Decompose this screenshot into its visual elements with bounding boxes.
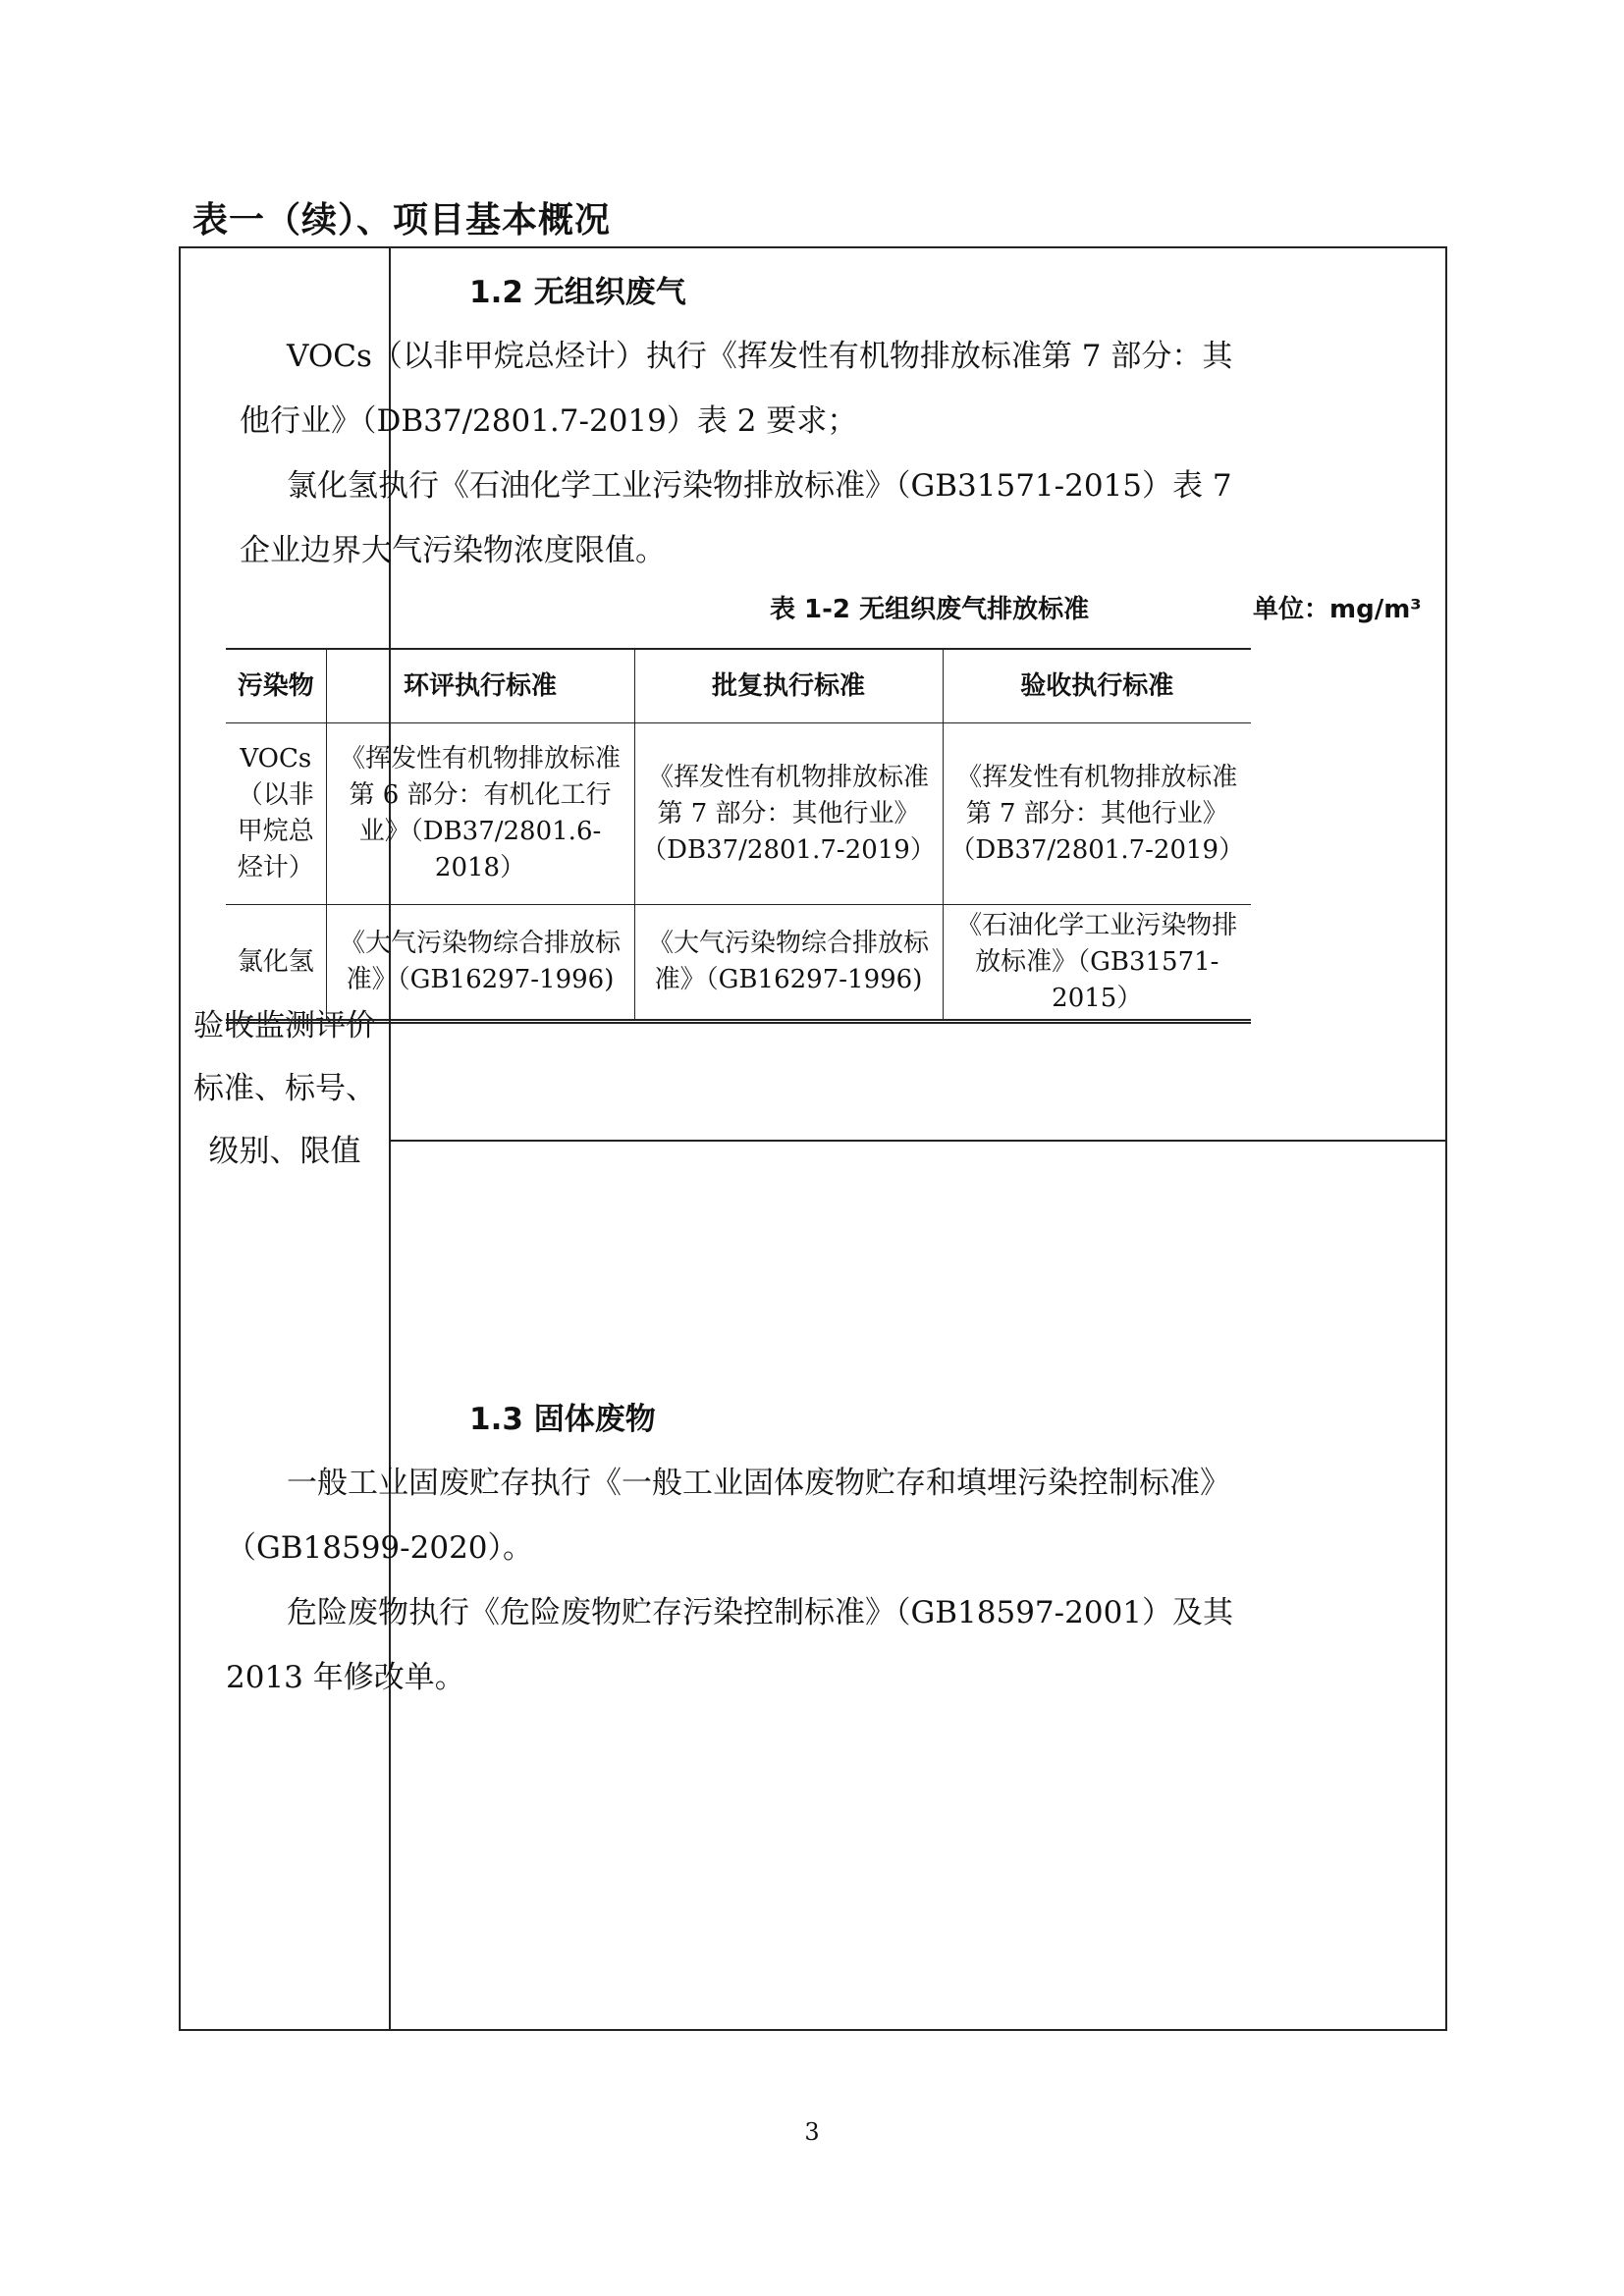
row-divider [391, 1140, 1445, 1142]
emission-standards-table [226, 648, 1251, 1024]
cell-pollutant: 氯化氢 [226, 905, 326, 1022]
section-1-3-para2: 危险废物执行《危险废物贮存污染控制标准》（GB18597-2001）及其 2013 年修改单。 [226, 1595, 1234, 1695]
page-number: 3 [804, 2118, 820, 2146]
table-row [226, 905, 1251, 1022]
table-unit: 单位：mg/m³ [1253, 595, 1422, 624]
cell-eia: 《大气污染物综合排放标准》（GB16297-1996) [326, 905, 634, 1022]
row-label-standards: 验收监测评价标准、标号、级别、限值 [193, 1008, 376, 1169]
section-1-2-title: 1.2 无组织废气 [469, 275, 686, 310]
section-1-2-para1: VOCs（以非甲烷总烃计）执行《挥发性有机物排放标准第 7 部分：其他行业》（DB37/2801.7-2019）表 2 要求； [240, 339, 1233, 439]
header-pollutant: 污染物 [226, 649, 326, 723]
cell-eia: 《挥发性有机物排放标准第 6 部分：有机化工行业》（DB37/2801.6-2018） [326, 723, 634, 905]
header-approval-standard: 批复执行标准 [634, 649, 943, 723]
table-header-row [226, 649, 1251, 723]
cell-approval: 《挥发性有机物排放标准第 7 部分：其他行业》（DB37/2801.7-2019） [634, 723, 943, 905]
cell-pollutant: VOCs（以非甲烷总烃计） [226, 723, 326, 905]
section-1-2-para2: 氯化氢执行《石油化学工业污染物排放标准》（GB31571-2015）表 7 企业边界大气污染物浓度限值。 [240, 468, 1232, 568]
header-acceptance-standard: 验收执行标准 [943, 649, 1251, 723]
section-1-3-title: 1.3 固体废物 [469, 1402, 656, 1437]
page-title: 表一（续）、项目基本概况 [192, 200, 612, 240]
cell-acceptance: 《石油化学工业污染物排放标准》（GB31571-2015） [943, 905, 1251, 1022]
section-1-2 [226, 275, 1247, 583]
header-eia-standard: 环评执行标准 [326, 649, 634, 723]
section-1-3 [226, 1402, 1247, 1710]
cell-approval: 《大气污染物综合排放标准》（GB16297-1996) [634, 905, 943, 1022]
table-caption: 表 1-2 无组织废气排放标准 [770, 595, 1090, 624]
table-row [226, 723, 1251, 905]
section-1-3-para1: 一般工业固废贮存执行《一般工业固体废物贮存和填埋污染控制标准》（GB18599-2020）。 [226, 1466, 1230, 1566]
cell-acceptance: 《挥发性有机物排放标准第 7 部分：其他行业》（DB37/2801.7-2019） [943, 723, 1251, 905]
